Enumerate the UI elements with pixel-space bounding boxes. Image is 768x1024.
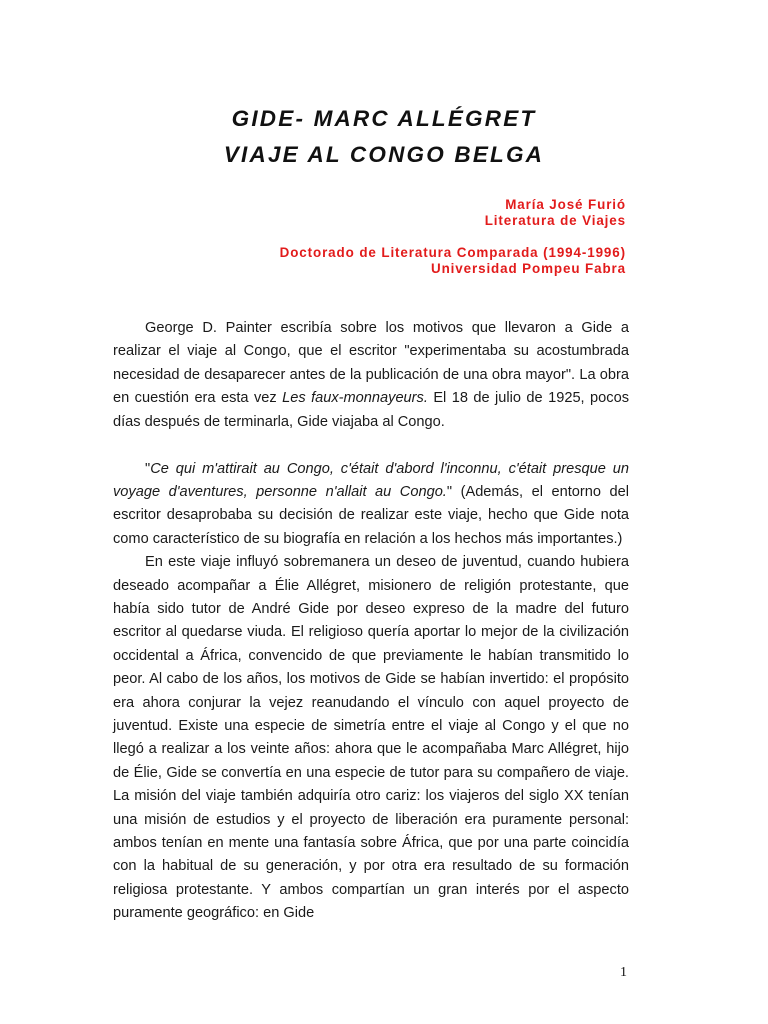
title-line-1: GIDE- MARC ALLÉGRET: [231, 106, 537, 131]
page-number: 1: [620, 965, 627, 980]
paragraph-2-open-quote: ": [145, 460, 151, 477]
course-name: Literatura de Viajes: [484, 213, 626, 228]
university-name: Universidad Pompeu Fabra: [431, 261, 626, 276]
title-line-2: VIAJE AL CONGO BELGA: [223, 142, 545, 167]
paragraph-2-quote: Ce qui m'attirait au Congo, c'était d'abord l'inconnu, c'était presque un voyage d'aventures, personne n'allait au Congo.: [113, 460, 629, 500]
paragraph-3: En este viaje influyó sobremanera un deseo de juventud, cuando hubiera deseado acompañar a Élie Allégret, misionero de religión protestante, que había sido tutor de André Gide por deseo expreso de la madre del futuro escritor al quedarse viuda. El religioso quería aportar lo mejor de la civilización occidental a África, convencido de que previamente le habían transmitido lo peor. Al cabo de los años, los motivos de Gide se habían invertido: el propósito era ahora conjurar la vejez reanudando el vínculo con aquel proyecto de juventud. Existe una especie de simetría entre el viaje al Congo y el que no llegó a realizar a los veinte años: ahora que le acompañaba Marc Allégret, hijo de Élie, Gide se convertía en una especie de tutor para su compañero de viaje. La misión del viaje también adquiría otro cariz: los viajeros del siglo XX tenían una misión de estudios y el proyecto de liberación era puramente personal: ambos tenían en mente una fantasía sobre África, que por una parte coincidía con la habitual de su generación, y por otra era resultado de su formación religiosa protestante. Y ambos compartían un gran interés por el aspecto puramente geográfico: en Gide: [113, 554, 629, 922]
program-name: Doctorado de Literatura Comparada (1994-1996): [279, 245, 626, 260]
paragraph-2: [113, 458, 629, 552]
paragraph-2-text: " (Además, el entorno del escritor desaprobaba su decisión de realizar este viaje, hecho que Gide nota como característico de su biografía en relación a los hechos más importantes.): [113, 483, 629, 547]
paragraph-1: [113, 317, 629, 434]
document-body: [113, 317, 629, 926]
author-name: María José Furió: [505, 197, 626, 212]
paragraph-1-book-title: Les faux-monnayeurs.: [282, 390, 428, 407]
paragraph-1-text-a: George D. Painter escribía sobre los motivos que llevaron a Gide a realizar el viaje al Congo, que el escritor "experimentaba su acostumbrada necesidad de desaparecer antes de la publicación de una obra mayor". La obra en cuestión era esta vez: [113, 320, 629, 407]
paragraph-1-text-b: El 18 de julio de 1925, pocos días después de terminarla, Gide viajaba al Congo.: [113, 390, 629, 430]
